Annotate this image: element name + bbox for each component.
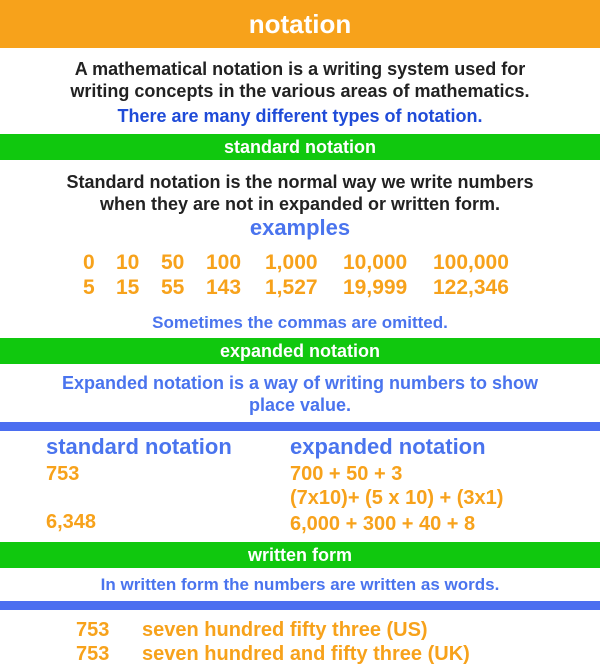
section-header-expanded (0, 338, 600, 364)
written-number: 753 (76, 643, 110, 665)
example-value: 1,000 (265, 251, 318, 274)
written-number: 753 (76, 619, 110, 641)
section-header-written (0, 542, 600, 568)
column-header-standard: standard notation (46, 434, 232, 459)
title-bar (0, 0, 600, 48)
section-title-standard: standard notation (224, 137, 376, 157)
divider (0, 422, 600, 431)
section-title-written: written form (247, 545, 352, 565)
expanded-value: 6,000 + 300 + 40 + 8 (290, 513, 476, 535)
expanded-value: 700 + 50 + 3 (290, 463, 403, 485)
example-value: 100 (206, 251, 242, 274)
standard-value: 753 (46, 463, 80, 485)
expanded-value: (7x10)+ (5 x 10) + (3x1) (290, 487, 504, 509)
written-words: seven hundred fifty three (US) (142, 619, 428, 641)
standard-note: Sometimes the commas are omitted. (152, 313, 448, 332)
example-value: 1,527 (265, 276, 318, 299)
standard-line-1: Standard notation is the normal way we write numbers (66, 172, 534, 192)
example-value: 143 (206, 276, 242, 299)
example-value: 15 (116, 276, 140, 299)
example-value: 50 (161, 251, 185, 274)
section-title-expanded: expanded notation (219, 341, 380, 361)
standard-line-2: when they are not in expanded or written form. (99, 194, 501, 214)
example-value: 55 (161, 276, 185, 299)
expanded-line-2: place value. (248, 395, 352, 415)
example-value: 10,000 (343, 251, 408, 274)
standard-value: 6,348 (46, 511, 97, 533)
column-header-expanded: expanded notation (290, 434, 486, 459)
example-value: 19,999 (343, 276, 408, 299)
example-value: 0 (83, 251, 95, 274)
example-value: 5 (83, 276, 95, 299)
section-header-standard (0, 134, 600, 160)
example-value: 100,000 (433, 251, 509, 274)
intro-line-1: A mathematical notation is a writing system used for (74, 59, 526, 79)
intro-note: There are many different types of notation. (117, 106, 483, 126)
expanded-line-1: Expanded notation is a way of writing numbers to show (61, 373, 539, 393)
example-value: 10 (116, 251, 140, 274)
divider (0, 601, 600, 610)
page-title: notation (248, 9, 352, 39)
example-value: 122,346 (433, 276, 509, 299)
examples-label: examples (249, 215, 351, 240)
intro-line-2: writing concepts in the various areas of mathematics. (70, 81, 530, 101)
written-note: In written form the numbers are written as words. (100, 575, 500, 594)
written-words: seven hundred and fifty three (UK) (142, 643, 470, 665)
